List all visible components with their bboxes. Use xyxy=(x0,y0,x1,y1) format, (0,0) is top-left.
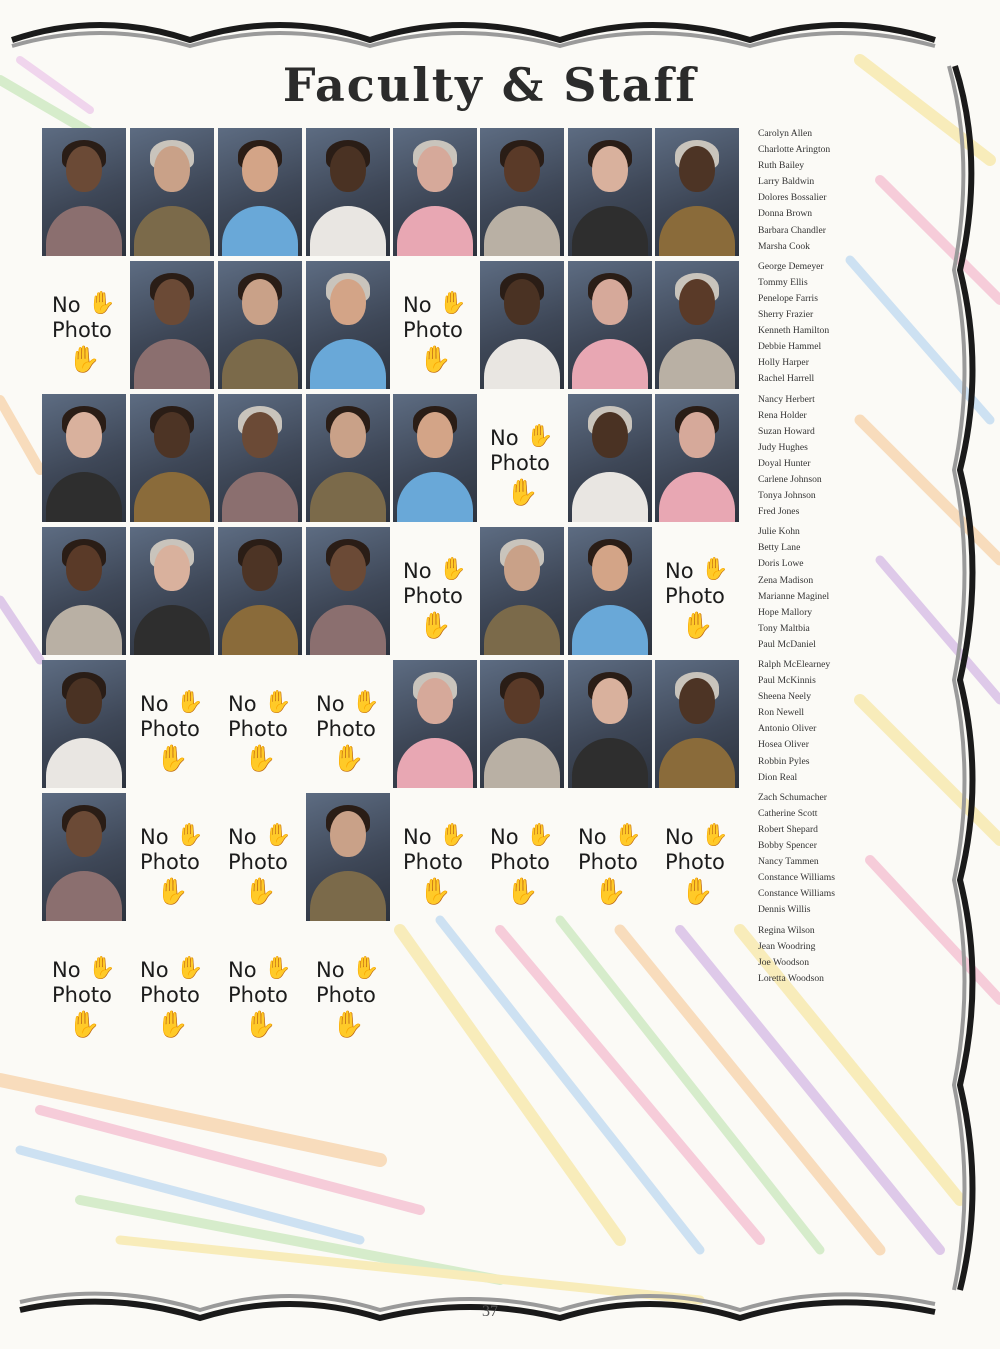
staff-name: Donna Brown xyxy=(758,208,813,220)
staff-portrait xyxy=(218,527,302,655)
photo-word: Photo xyxy=(140,717,200,741)
photo-word: Photo xyxy=(228,983,288,1007)
handprint-icon: ✋ xyxy=(594,877,627,907)
handprint-icon: ✋ xyxy=(701,823,729,848)
portrait-shoulders xyxy=(659,738,735,788)
staff-portrait xyxy=(130,128,214,256)
portrait-shoulders xyxy=(484,206,560,256)
handprint-icon: ✋ xyxy=(506,478,539,508)
handprint-icon: ✋ xyxy=(176,956,204,981)
portrait-face xyxy=(66,545,102,591)
staff-portrait xyxy=(42,394,126,522)
no-photo-placeholder xyxy=(218,926,302,1054)
no-photo-word: No xyxy=(140,825,169,849)
staff-portrait xyxy=(306,527,390,655)
staff-portrait xyxy=(393,128,477,256)
staff-name: Marsha Cook xyxy=(758,240,810,252)
name-group xyxy=(758,392,878,521)
portrait-face xyxy=(242,545,278,591)
staff-portrait xyxy=(306,394,390,522)
portrait-face xyxy=(154,279,190,325)
no-photo-placeholder xyxy=(218,793,302,921)
staff-portrait xyxy=(130,527,214,655)
portrait-face xyxy=(592,412,628,458)
portrait-face xyxy=(242,279,278,325)
portrait-face xyxy=(154,545,190,591)
portrait-face xyxy=(504,545,540,591)
portrait-shoulders xyxy=(310,472,386,522)
no-photo-word: No xyxy=(52,293,81,317)
staff-name: Judy Hughes xyxy=(758,441,808,453)
staff-portrait xyxy=(306,261,390,389)
handprint-icon: ✋ xyxy=(419,877,452,907)
staff-portrait xyxy=(42,793,126,921)
portrait-face xyxy=(66,811,102,857)
staff-name: Carolyn Allen xyxy=(758,128,813,139)
handprint-icon: ✋ xyxy=(176,690,204,715)
staff-portrait xyxy=(655,394,739,522)
photo-word: Photo xyxy=(403,584,463,608)
staff-name: Hope Mallory xyxy=(758,606,813,618)
no-photo-word: No xyxy=(403,559,432,583)
staff-portrait xyxy=(568,394,652,522)
staff-name: Paul McKinnis xyxy=(758,675,816,687)
portrait-face xyxy=(417,678,453,724)
staff-portrait xyxy=(568,261,652,389)
portrait-face xyxy=(679,412,715,458)
handprint-icon: ✋ xyxy=(526,424,554,449)
photo-word: Photo xyxy=(52,983,112,1007)
staff-portrait xyxy=(480,128,564,256)
handprint-icon: ✋ xyxy=(614,823,642,848)
staff-name: Betty Lane xyxy=(758,542,801,554)
photo-word: Photo xyxy=(665,584,725,608)
staff-portrait xyxy=(130,394,214,522)
portrait-shoulders xyxy=(222,472,298,522)
staff-portrait xyxy=(393,660,477,788)
name-group xyxy=(758,790,878,919)
staff-name: Tony Maltbia xyxy=(758,622,810,634)
staff-name: Tonya Johnson xyxy=(758,490,816,502)
portrait-shoulders xyxy=(310,871,386,921)
staff-portrait xyxy=(568,527,652,655)
staff-portrait xyxy=(480,527,564,655)
portrait-shoulders xyxy=(310,605,386,655)
no-photo-word: No xyxy=(228,825,257,849)
handprint-icon: ✋ xyxy=(352,956,380,981)
staff-portrait xyxy=(655,128,739,256)
staff-name: Zena Madison xyxy=(758,574,814,586)
staff-portrait xyxy=(306,793,390,921)
handprint-icon: ✋ xyxy=(332,1010,365,1040)
staff-name: Rachel Harrell xyxy=(758,373,815,385)
staff-name: Joe Woodson xyxy=(758,956,810,968)
staff-name: Constance Williams xyxy=(758,872,835,884)
staff-name: Dion Real xyxy=(758,771,798,783)
no-photo-placeholder xyxy=(655,527,739,655)
staff-name: Carlene Johnson xyxy=(758,473,822,485)
portrait-face xyxy=(330,146,366,192)
handprint-icon: ✋ xyxy=(264,690,292,715)
handprint-icon: ✋ xyxy=(156,744,189,774)
no-photo-placeholder xyxy=(306,660,390,788)
handprint-icon: ✋ xyxy=(681,877,714,907)
portrait-face xyxy=(504,279,540,325)
no-photo-placeholder xyxy=(42,261,126,389)
portrait-face xyxy=(504,146,540,192)
no-photo-placeholder xyxy=(306,926,390,1054)
handprint-icon: ✋ xyxy=(264,823,292,848)
handprint-icon: ✋ xyxy=(244,877,277,907)
staff-name: Doyal Hunter xyxy=(758,457,811,469)
no-photo-placeholder xyxy=(480,793,564,921)
name-group xyxy=(758,524,878,653)
handprint-icon: ✋ xyxy=(244,744,277,774)
no-photo-word: No xyxy=(52,958,81,982)
staff-portrait xyxy=(42,660,126,788)
staff-portrait xyxy=(480,660,564,788)
staff-name: Sheena Neely xyxy=(758,691,812,703)
portrait-face xyxy=(679,279,715,325)
portrait-shoulders xyxy=(310,206,386,256)
no-photo-word: No xyxy=(316,692,345,716)
portrait-face xyxy=(504,678,540,724)
handprint-icon: ✋ xyxy=(701,557,729,582)
staff-name: Suzan Howard xyxy=(758,425,815,437)
page-title: Faculty & Staff xyxy=(282,58,698,112)
handprint-icon: ✋ xyxy=(88,291,116,316)
portrait-face xyxy=(242,412,278,458)
staff-portrait xyxy=(218,261,302,389)
no-photo-word: No xyxy=(228,692,257,716)
portrait-shoulders xyxy=(572,206,648,256)
no-photo-word: No xyxy=(665,825,694,849)
portrait-face xyxy=(679,146,715,192)
staff-portrait xyxy=(568,128,652,256)
no-photo-word: No xyxy=(228,958,257,982)
staff-name: Penelope Farris xyxy=(758,292,818,304)
portrait-face xyxy=(66,412,102,458)
staff-portrait xyxy=(42,527,126,655)
staff-name: Ruth Bailey xyxy=(758,160,805,172)
handprint-icon: ✋ xyxy=(526,823,554,848)
no-photo-word: No xyxy=(316,958,345,982)
staff-name: Robert Shepard xyxy=(758,823,818,835)
staff-name: George Demeyer xyxy=(758,260,824,272)
no-photo-word: No xyxy=(490,825,519,849)
no-photo-placeholder xyxy=(480,394,564,522)
staff-name: Loretta Woodson xyxy=(758,972,824,984)
no-photo-placeholder xyxy=(655,793,739,921)
photo-word: Photo xyxy=(403,850,463,874)
photo-word: Photo xyxy=(490,451,550,475)
portrait-shoulders xyxy=(659,206,735,256)
staff-name: Kenneth Hamilton xyxy=(758,325,830,337)
staff-name: Ralph McElearney xyxy=(758,659,831,670)
portrait-face xyxy=(592,545,628,591)
portrait-shoulders xyxy=(572,605,648,655)
no-photo-word: No xyxy=(140,692,169,716)
staff-name: Holly Harper xyxy=(758,357,809,369)
handprint-icon: ✋ xyxy=(419,345,452,375)
portrait-shoulders xyxy=(310,339,386,389)
staff-portrait xyxy=(655,660,739,788)
portrait-shoulders xyxy=(46,206,122,256)
staff-name: Constance Williams xyxy=(758,888,835,900)
portrait-face xyxy=(417,146,453,192)
staff-portrait xyxy=(130,261,214,389)
staff-name: Hosea Oliver xyxy=(758,739,809,751)
portrait-face xyxy=(592,146,628,192)
portrait-shoulders xyxy=(222,605,298,655)
staff-name: Regina Wilson xyxy=(758,924,815,936)
portrait-shoulders xyxy=(484,339,560,389)
staff-name: Barbara Chandler xyxy=(758,224,826,236)
staff-portrait xyxy=(218,394,302,522)
portrait-shoulders xyxy=(572,339,648,389)
staff-name: Doris Lowe xyxy=(758,558,804,570)
no-photo-placeholder xyxy=(393,527,477,655)
photo-word: Photo xyxy=(316,983,376,1007)
portrait-shoulders xyxy=(134,472,210,522)
handprint-icon: ✋ xyxy=(176,823,204,848)
staff-name: Larry Baldwin xyxy=(758,176,815,188)
handprint-icon: ✋ xyxy=(439,557,467,582)
staff-name: Dolores Bossalier xyxy=(758,192,827,204)
portrait-face xyxy=(330,412,366,458)
no-photo-word: No xyxy=(403,825,432,849)
photo-word: Photo xyxy=(140,983,200,1007)
portrait-face xyxy=(417,412,453,458)
portrait-shoulders xyxy=(572,738,648,788)
portrait-face xyxy=(242,146,278,192)
portrait-face xyxy=(592,678,628,724)
no-photo-word: No xyxy=(490,426,519,450)
handprint-icon: ✋ xyxy=(439,291,467,316)
handprint-icon: ✋ xyxy=(264,956,292,981)
handprint-icon: ✋ xyxy=(332,744,365,774)
staff-name: Ron Newell xyxy=(758,707,805,719)
photo-word: Photo xyxy=(403,318,463,342)
staff-name: Jean Woodring xyxy=(758,940,816,952)
portrait-shoulders xyxy=(397,738,473,788)
staff-name: Nancy Tammen xyxy=(758,856,819,868)
no-photo-placeholder xyxy=(42,926,126,1054)
photo-word: Photo xyxy=(228,717,288,741)
handprint-icon: ✋ xyxy=(156,1010,189,1040)
portrait-shoulders xyxy=(46,738,122,788)
staff-name: Robbin Pyles xyxy=(758,755,810,767)
staff-name: Paul McDaniel xyxy=(758,638,816,650)
portrait-shoulders xyxy=(134,206,210,256)
photo-word: Photo xyxy=(316,717,376,741)
staff-name: Catherine Scott xyxy=(758,807,818,819)
handprint-icon: ✋ xyxy=(88,956,116,981)
portrait-face xyxy=(330,279,366,325)
portrait-shoulders xyxy=(222,206,298,256)
portrait-shoulders xyxy=(397,472,473,522)
staff-portrait xyxy=(568,660,652,788)
portrait-shoulders xyxy=(659,472,735,522)
no-photo-placeholder xyxy=(393,793,477,921)
no-photo-word: No xyxy=(665,559,694,583)
staff-portrait xyxy=(42,128,126,256)
page-number: 37 xyxy=(482,1303,498,1320)
staff-portrait xyxy=(480,261,564,389)
photo-word: Photo xyxy=(578,850,638,874)
portrait-face xyxy=(330,545,366,591)
staff-name: Debbie Hammel xyxy=(758,341,822,353)
staff-name: Zach Schumacher xyxy=(758,791,827,803)
staff-portrait xyxy=(393,394,477,522)
no-photo-word: No xyxy=(578,825,607,849)
no-photo-placeholder xyxy=(130,926,214,1054)
photo-word: Photo xyxy=(52,318,112,342)
handprint-icon: ✋ xyxy=(68,1010,101,1040)
staff-name: Tommy Ellis xyxy=(758,276,808,288)
name-group xyxy=(758,657,878,786)
staff-name: Bobby Spencer xyxy=(758,840,817,852)
staff-name-list xyxy=(758,126,878,991)
staff-name: Charlotte Arington xyxy=(758,144,831,156)
staff-name: Nancy Herbert xyxy=(758,393,815,405)
handprint-icon: ✋ xyxy=(419,611,452,641)
handprint-icon: ✋ xyxy=(352,690,380,715)
portrait-face xyxy=(330,811,366,857)
portrait-face xyxy=(66,146,102,192)
handprint-icon: ✋ xyxy=(68,345,101,375)
staff-name: Julie Kohn xyxy=(758,526,800,538)
no-photo-placeholder xyxy=(393,261,477,389)
portrait-shoulders xyxy=(572,472,648,522)
photo-word: Photo xyxy=(490,850,550,874)
name-group xyxy=(758,923,878,987)
staff-portrait xyxy=(218,128,302,256)
portrait-shoulders xyxy=(46,871,122,921)
staff-name: Fred Jones xyxy=(758,506,800,518)
no-photo-placeholder xyxy=(130,793,214,921)
portrait-shoulders xyxy=(484,738,560,788)
name-group xyxy=(758,126,878,255)
handprint-icon: ✋ xyxy=(156,877,189,907)
portrait-shoulders xyxy=(134,605,210,655)
no-photo-word: No xyxy=(403,293,432,317)
portrait-shoulders xyxy=(222,339,298,389)
staff-name: Antonio Oliver xyxy=(758,723,817,735)
portrait-shoulders xyxy=(484,605,560,655)
photo-word: Photo xyxy=(228,850,288,874)
portrait-face xyxy=(592,279,628,325)
no-photo-word: No xyxy=(140,958,169,982)
no-photo-placeholder xyxy=(218,660,302,788)
portrait-shoulders xyxy=(397,206,473,256)
staff-portrait xyxy=(306,128,390,256)
staff-name: Marianne Maginel xyxy=(758,590,830,602)
portrait-shoulders xyxy=(46,472,122,522)
portrait-shoulders xyxy=(134,339,210,389)
handprint-icon: ✋ xyxy=(439,823,467,848)
portrait-face xyxy=(679,678,715,724)
name-group xyxy=(758,259,878,388)
photo-word: Photo xyxy=(665,850,725,874)
no-photo-placeholder xyxy=(568,793,652,921)
handprint-icon: ✋ xyxy=(244,1010,277,1040)
handprint-icon: ✋ xyxy=(681,611,714,641)
staff-name: Dennis Willis xyxy=(758,904,811,916)
portrait-face xyxy=(154,412,190,458)
staff-portrait xyxy=(655,261,739,389)
portrait-shoulders xyxy=(659,339,735,389)
handprint-icon: ✋ xyxy=(506,877,539,907)
portrait-face xyxy=(66,678,102,724)
portrait-shoulders xyxy=(46,605,122,655)
photo-word: Photo xyxy=(140,850,200,874)
staff-name: Rena Holder xyxy=(758,409,807,421)
no-photo-placeholder xyxy=(130,660,214,788)
portrait-face xyxy=(154,146,190,192)
staff-name: Sherry Frazier xyxy=(758,309,814,321)
